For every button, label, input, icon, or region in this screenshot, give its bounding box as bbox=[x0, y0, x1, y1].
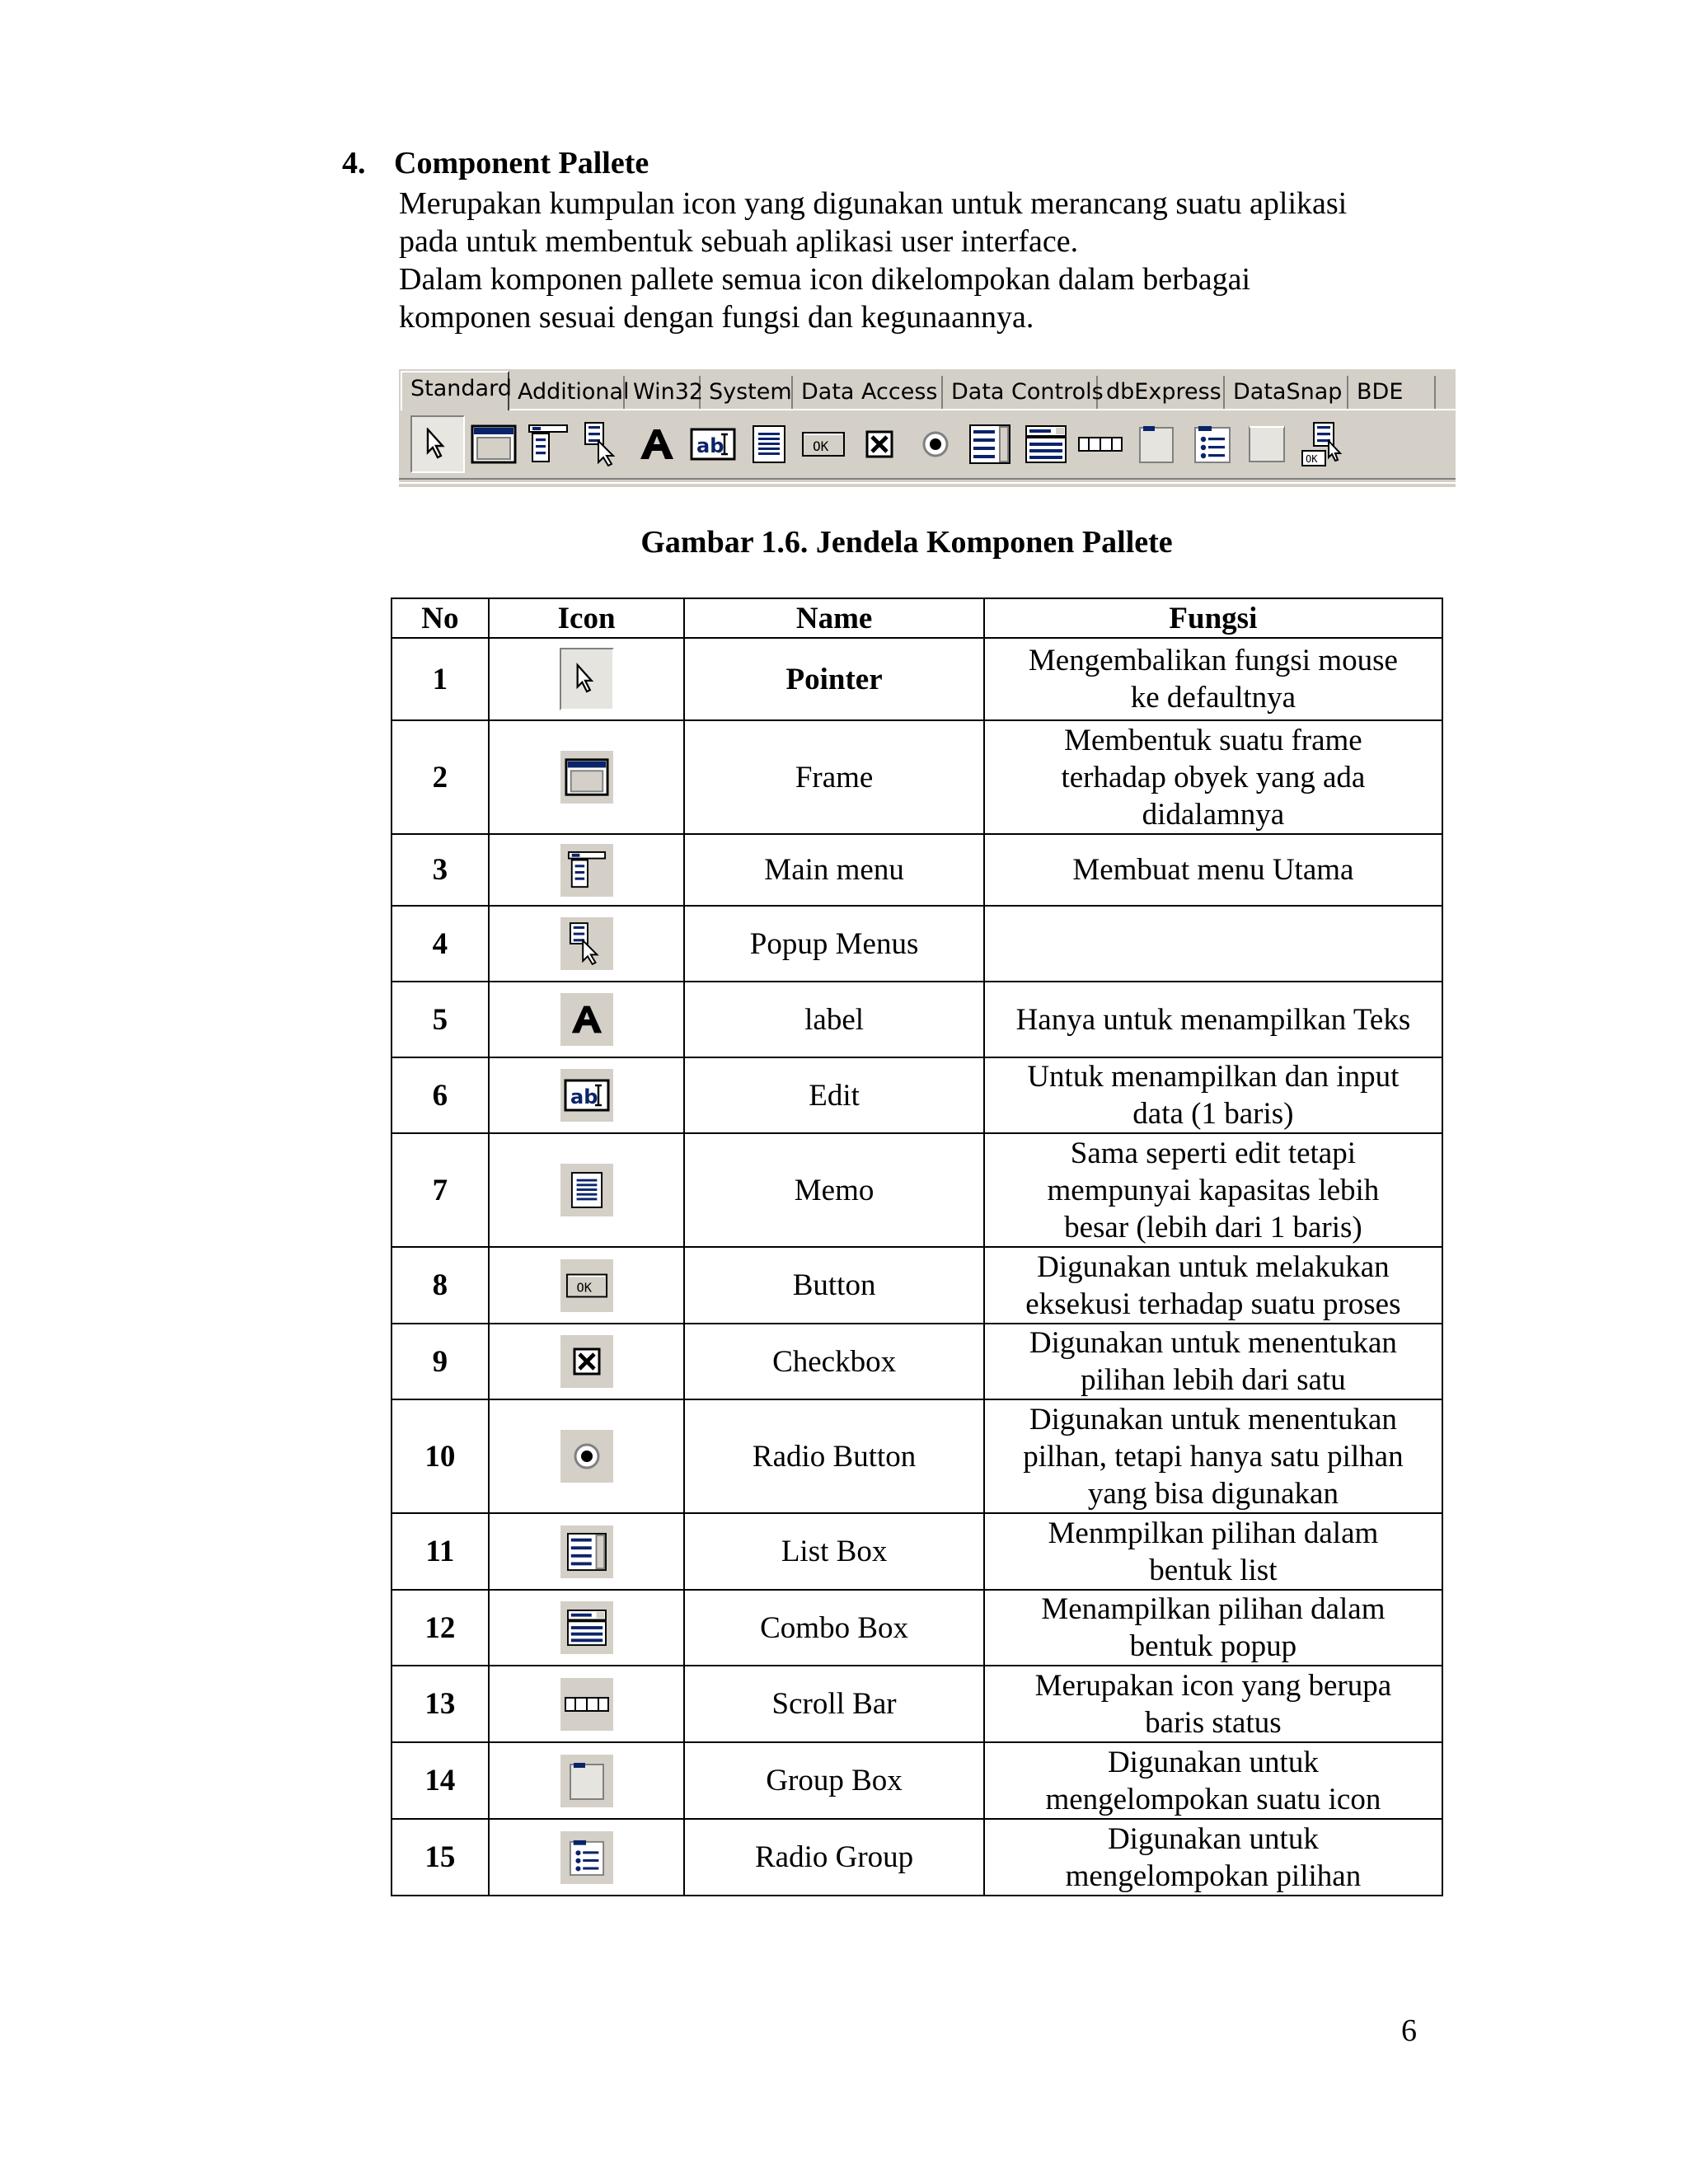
table-body bbox=[392, 638, 1442, 1896]
fungsi-line: Digunakan untuk menentukan bbox=[1029, 1402, 1397, 1436]
fungsi-line: bentuk list bbox=[1149, 1553, 1278, 1587]
main-menu-icon bbox=[560, 844, 613, 897]
paragraph-line: Merupakan kumpulan icon yang digunakan untuk merancang suatu aplikasi bbox=[399, 186, 1348, 221]
row-name: Pointer bbox=[684, 638, 983, 720]
fungsi-line: Digunakan untuk melakukan bbox=[1037, 1249, 1390, 1284]
row-no: 14 bbox=[392, 1742, 489, 1819]
fungsi-line: ke defaultnya bbox=[1130, 681, 1296, 715]
radio-button-icon bbox=[560, 1430, 613, 1483]
row-name: Scroll Bar bbox=[684, 1666, 983, 1742]
row-no: 8 bbox=[392, 1247, 489, 1324]
frame-icon[interactable] bbox=[468, 417, 519, 471]
row-fungsi bbox=[984, 1247, 1442, 1324]
row-no: 5 bbox=[392, 982, 489, 1057]
row-fungsi bbox=[984, 638, 1442, 720]
action-list-icon-text: OK bbox=[1306, 453, 1318, 465]
header-icon: Icon bbox=[489, 598, 685, 638]
fungsi-line: Digunakan untuk bbox=[1107, 1745, 1319, 1779]
radio-button-icon[interactable] bbox=[910, 417, 961, 471]
button-icon bbox=[560, 1259, 613, 1312]
fungsi-line: mengelompokan pilihan bbox=[1065, 1858, 1362, 1893]
row-icon-cell bbox=[489, 1819, 685, 1896]
tab-bde[interactable]: BDE bbox=[1348, 376, 1436, 409]
row-no: 9 bbox=[392, 1324, 489, 1399]
row-no: 3 bbox=[392, 834, 489, 906]
row-name: Radio Button bbox=[684, 1399, 983, 1513]
table-row bbox=[392, 1819, 1442, 1896]
scroll-bar-icon[interactable] bbox=[1075, 417, 1126, 471]
row-icon-cell bbox=[489, 1513, 685, 1590]
table-row bbox=[392, 1590, 1442, 1666]
row-fungsi bbox=[984, 1513, 1442, 1590]
table-row bbox=[392, 1057, 1442, 1133]
fungsi-line: besar (lebih dari 1 baris) bbox=[1064, 1210, 1362, 1244]
tab-data-controls[interactable]: Data Controls bbox=[943, 376, 1098, 409]
scroll-bar-icon bbox=[560, 1678, 613, 1731]
fungsi-line: yang bisa digunakan bbox=[1087, 1476, 1339, 1511]
row-fungsi bbox=[984, 1324, 1442, 1399]
group-box-icon bbox=[560, 1755, 613, 1807]
paragraph-line: pada untuk membentuk sebuah aplikasi user interface. bbox=[399, 224, 1079, 259]
row-fungsi bbox=[984, 982, 1442, 1057]
edit-icon bbox=[560, 1069, 613, 1122]
section-paragraph bbox=[399, 185, 1470, 336]
memo-icon bbox=[560, 1164, 613, 1216]
fungsi-line: Mengembalikan fungsi mouse bbox=[1028, 644, 1398, 677]
fungsi-line: pilhan, tetapi hanya satu pilhan bbox=[1023, 1439, 1404, 1474]
combo-box-icon[interactable] bbox=[1020, 417, 1071, 471]
table-row bbox=[392, 720, 1442, 834]
group-box-icon[interactable] bbox=[1131, 417, 1182, 471]
row-no: 10 bbox=[392, 1399, 489, 1513]
button-icon[interactable] bbox=[798, 417, 849, 471]
pointer-icon[interactable] bbox=[410, 415, 465, 473]
row-name: Button bbox=[684, 1247, 983, 1324]
row-fungsi bbox=[984, 720, 1442, 834]
row-name: Radio Group bbox=[684, 1819, 983, 1896]
row-no: 15 bbox=[392, 1819, 489, 1896]
section-number: 4. bbox=[342, 146, 366, 180]
row-no: 6 bbox=[392, 1057, 489, 1133]
fungsi-line: terhadap obyek yang ada bbox=[1061, 760, 1366, 794]
fungsi-line: baris status bbox=[1145, 1705, 1282, 1740]
figure-caption: Gambar 1.6. Jendela Komponen Pallete bbox=[640, 525, 1173, 560]
fungsi-line: mempunyai kapasitas lebih bbox=[1047, 1173, 1380, 1207]
row-icon-cell bbox=[489, 1590, 685, 1666]
row-name: Memo bbox=[684, 1133, 983, 1247]
row-no: 1 bbox=[392, 638, 489, 720]
row-name: Frame bbox=[684, 720, 983, 834]
row-icon-cell bbox=[489, 1324, 685, 1399]
row-icon-cell bbox=[489, 1666, 685, 1742]
row-fungsi bbox=[984, 1742, 1442, 1819]
row-no: 2 bbox=[392, 720, 489, 834]
table-row bbox=[392, 1742, 1442, 1819]
fungsi-line: eksekusi terhadap suatu proses bbox=[1025, 1286, 1401, 1321]
fungsi-line: Hanya untuk menampilkan Teks bbox=[1015, 1002, 1411, 1037]
frame-icon bbox=[560, 751, 613, 804]
button-icon-text: OK bbox=[813, 438, 829, 454]
table-row bbox=[392, 1666, 1442, 1742]
table-row bbox=[392, 1133, 1442, 1247]
fungsi-line: Sama seperti edit tetapi bbox=[1070, 1136, 1357, 1170]
table-row bbox=[392, 834, 1442, 906]
row-icon-cell bbox=[489, 1399, 685, 1513]
tab-dbexpress[interactable]: dbExpress bbox=[1098, 376, 1225, 409]
main-menu-icon[interactable] bbox=[523, 417, 574, 471]
row-name: label bbox=[684, 982, 983, 1057]
fungsi-line: data (1 baris) bbox=[1132, 1097, 1294, 1131]
header-no: No bbox=[392, 598, 489, 638]
header-name: Name bbox=[684, 598, 983, 638]
header-fungsi: Fungsi bbox=[984, 598, 1442, 638]
section-title: Component Pallete bbox=[394, 146, 649, 180]
row-icon-cell bbox=[489, 720, 685, 834]
paragraph-line: komponen sesuai dengan fungsi dan kegunaannya. bbox=[399, 300, 1034, 335]
component-palette bbox=[399, 369, 1456, 487]
table-header-row bbox=[392, 598, 1442, 638]
row-icon-cell bbox=[489, 834, 685, 906]
table-row bbox=[392, 1324, 1442, 1399]
row-name: Checkbox bbox=[684, 1324, 983, 1399]
row-fungsi bbox=[984, 834, 1442, 906]
palette-tools bbox=[399, 412, 1456, 478]
pointer-icon bbox=[560, 648, 614, 710]
memo-icon[interactable] bbox=[743, 417, 795, 471]
row-name: Edit bbox=[684, 1057, 983, 1133]
row-icon-cell bbox=[489, 1247, 685, 1324]
fungsi-line: pilihan lebih dari satu bbox=[1081, 1363, 1346, 1397]
row-no: 11 bbox=[392, 1513, 489, 1590]
table-row bbox=[392, 1513, 1442, 1590]
table-row bbox=[392, 1247, 1442, 1324]
svg-text:ab: ab bbox=[570, 1085, 598, 1108]
edit-icon-text: ab bbox=[696, 434, 724, 457]
tab-win32[interactable]: Win32 bbox=[625, 376, 701, 409]
tab-divider bbox=[509, 409, 1456, 410]
row-fungsi bbox=[984, 1819, 1442, 1896]
radio-group-icon[interactable] bbox=[1187, 417, 1238, 471]
tab-system[interactable]: System bbox=[701, 376, 793, 409]
fungsi-line: Digunakan untuk menentukan bbox=[1029, 1326, 1397, 1360]
component-table bbox=[391, 598, 1443, 1896]
fungsi-line: bentuk popup bbox=[1129, 1629, 1297, 1663]
panel-icon[interactable] bbox=[1241, 417, 1292, 471]
svg-text:OK: OK bbox=[576, 1280, 592, 1296]
action-list-icon[interactable] bbox=[1297, 417, 1348, 471]
row-icon-cell bbox=[489, 906, 685, 982]
row-name: Popup Menus bbox=[684, 906, 983, 982]
tab-standard[interactable]: Standard bbox=[401, 371, 509, 410]
row-no: 7 bbox=[392, 1133, 489, 1247]
row-fungsi bbox=[984, 1399, 1442, 1513]
fungsi-line: Menampilkan pilihan dalam bbox=[1041, 1592, 1386, 1626]
row-icon-cell bbox=[489, 1742, 685, 1819]
fungsi-line: Membentuk suatu frame bbox=[1064, 723, 1362, 757]
tab-datasnap[interactable]: DataSnap bbox=[1225, 376, 1348, 409]
checkbox-icon[interactable] bbox=[854, 417, 905, 471]
row-icon-cell bbox=[489, 638, 685, 720]
row-name: List Box bbox=[684, 1513, 983, 1590]
row-fungsi bbox=[984, 1057, 1442, 1133]
row-no: 12 bbox=[392, 1590, 489, 1666]
paragraph-line: Dalam komponen pallete semua icon dikelompokan dalam berbagai bbox=[399, 262, 1251, 297]
row-name: Combo Box bbox=[684, 1590, 983, 1666]
list-box-icon[interactable] bbox=[964, 417, 1015, 471]
fungsi-line: Membuat menu Utama bbox=[1072, 853, 1354, 887]
table-row bbox=[392, 906, 1442, 982]
palette-tabs bbox=[399, 369, 1456, 410]
row-icon-cell bbox=[489, 982, 685, 1057]
table-row bbox=[392, 638, 1442, 720]
row-fungsi bbox=[984, 906, 1442, 982]
label-icon bbox=[560, 993, 613, 1046]
row-icon-cell bbox=[489, 1057, 685, 1133]
fungsi-line: Menmpilkan pilihan dalam bbox=[1048, 1516, 1379, 1550]
label-icon[interactable] bbox=[631, 417, 682, 471]
combo-box-icon bbox=[560, 1601, 613, 1654]
edit-icon[interactable] bbox=[687, 417, 738, 471]
list-box-icon bbox=[560, 1526, 613, 1578]
table-row bbox=[392, 982, 1442, 1057]
row-fungsi bbox=[984, 1133, 1442, 1247]
table-row bbox=[392, 1399, 1442, 1513]
row-name: Group Box bbox=[684, 1742, 983, 1819]
fungsi-line: Untuk menampilkan dan input bbox=[1027, 1060, 1400, 1094]
popup-menu-icon[interactable] bbox=[577, 417, 628, 471]
section-heading bbox=[342, 145, 649, 181]
row-no: 13 bbox=[392, 1666, 489, 1742]
radio-group-icon bbox=[560, 1831, 613, 1884]
tab-additional[interactable]: Additional bbox=[509, 376, 625, 409]
checkbox-icon bbox=[560, 1335, 613, 1388]
fungsi-line: mengelompokan suatu icon bbox=[1045, 1782, 1381, 1816]
page-number: 6 bbox=[1401, 2013, 1417, 2048]
fungsi-line: didalamnya bbox=[1142, 797, 1285, 832]
popup-menu-icon bbox=[560, 917, 613, 970]
palette-bottom-border bbox=[399, 478, 1456, 487]
tab-data-access[interactable]: Data Access bbox=[793, 376, 943, 409]
row-icon-cell bbox=[489, 1133, 685, 1247]
row-fungsi bbox=[984, 1590, 1442, 1666]
row-name: Main menu bbox=[684, 834, 983, 906]
fungsi-line: Digunakan untuk bbox=[1107, 1821, 1319, 1856]
row-fungsi bbox=[984, 1666, 1442, 1742]
fungsi-line: Merupakan icon yang berupa bbox=[1034, 1668, 1392, 1703]
row-no: 4 bbox=[392, 906, 489, 982]
